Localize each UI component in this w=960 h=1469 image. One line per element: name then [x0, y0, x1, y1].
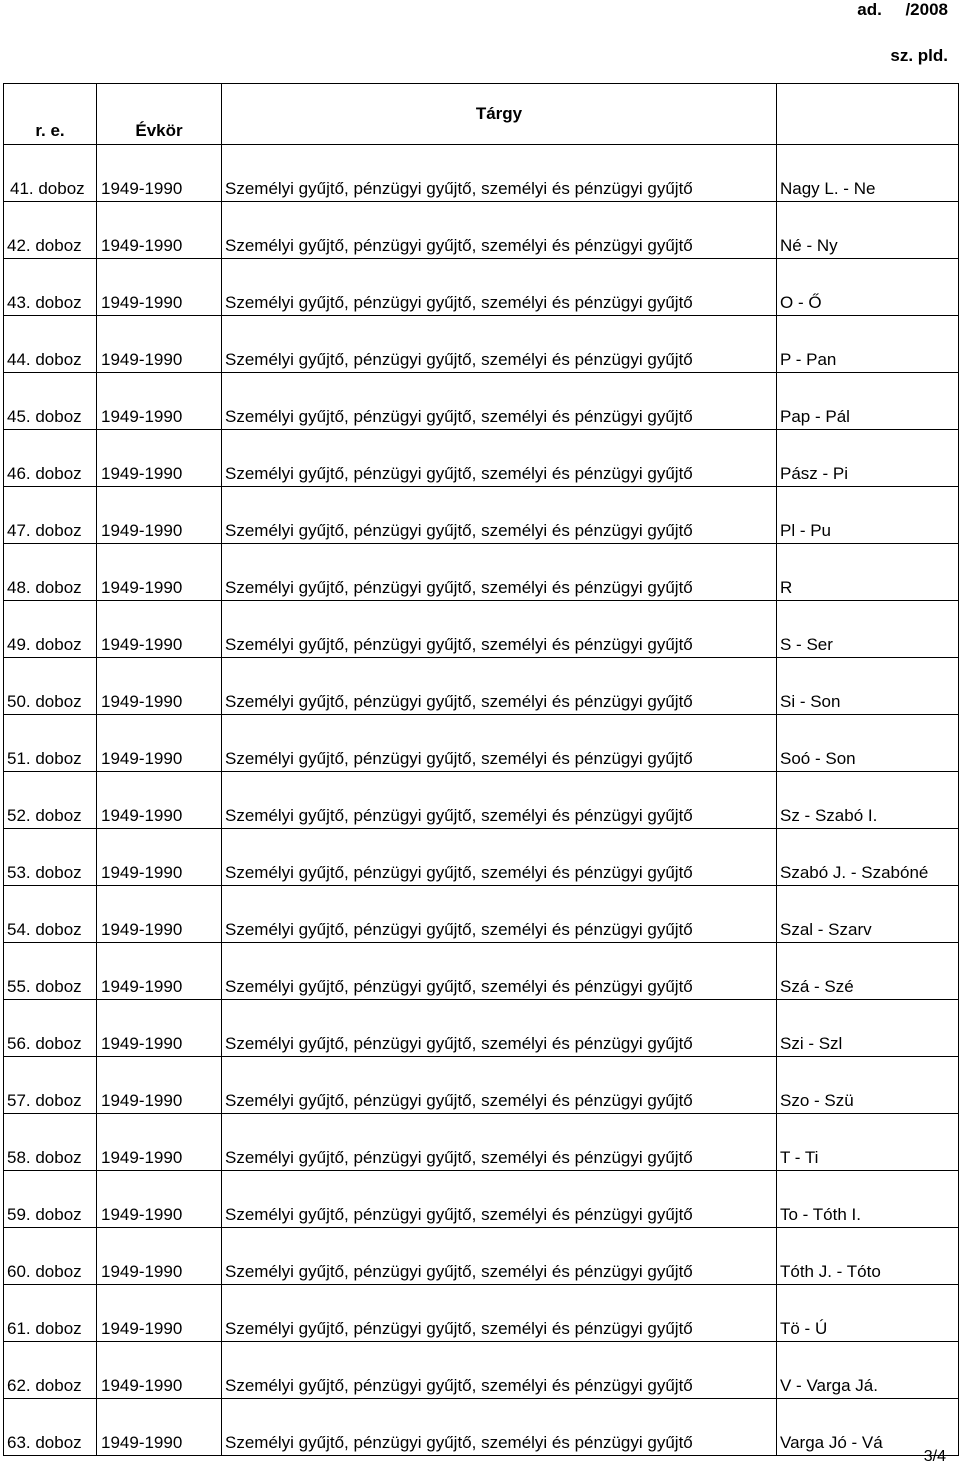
year-range-cell: 1949-1990 — [97, 943, 222, 1000]
table-row — [4, 373, 959, 430]
year-range-cell: 1949-1990 — [97, 1057, 222, 1114]
subject-cell: Személyi gyűjtő, pénzügyi gyűjtő, személyi és pénzügyi gyűjtő — [222, 544, 777, 601]
table-row — [4, 259, 959, 316]
subject-cell: Személyi gyűjtő, pénzügyi gyűjtő, személyi és pénzügyi gyűjtő — [222, 145, 777, 202]
year-range-cell: 1949-1990 — [97, 145, 222, 202]
box-number-cell: 61. doboz — [4, 1285, 97, 1342]
table-row — [4, 886, 959, 943]
column-header-extra — [777, 84, 959, 145]
subject-cell: Személyi gyűjtő, pénzügyi gyűjtő, személyi és pénzügyi gyűjtő — [222, 772, 777, 829]
subject-cell: Személyi gyűjtő, pénzügyi gyűjtő, személyi és pénzügyi gyűjtő — [222, 943, 777, 1000]
name-range-cell: R — [777, 544, 959, 601]
subject-cell: Személyi gyűjtő, pénzügyi gyűjtő, személyi és pénzügyi gyűjtő — [222, 373, 777, 430]
subject-cell: Személyi gyűjtő, pénzügyi gyűjtő, személyi és pénzügyi gyűjtő — [222, 1171, 777, 1228]
subject-cell: Személyi gyűjtő, pénzügyi gyűjtő, személyi és pénzügyi gyűjtő — [222, 829, 777, 886]
table-row — [4, 202, 959, 259]
subject-cell: Személyi gyűjtő, pénzügyi gyűjtő, személyi és pénzügyi gyűjtő — [222, 316, 777, 373]
box-number-cell: 51. doboz — [4, 715, 97, 772]
subject-cell: Személyi gyűjtő, pénzügyi gyűjtő, személyi és pénzügyi gyűjtő — [222, 1285, 777, 1342]
subject-cell: Személyi gyűjtő, pénzügyi gyűjtő, személyi és pénzügyi gyűjtő — [222, 1114, 777, 1171]
subject-cell: Személyi gyűjtő, pénzügyi gyűjtő, személyi és pénzügyi gyűjtő — [222, 487, 777, 544]
box-number-cell: 53. doboz — [4, 829, 97, 886]
box-number-cell: 45. doboz — [4, 373, 97, 430]
table-row — [4, 487, 959, 544]
year-range-cell: 1949-1990 — [97, 772, 222, 829]
column-header-evkor: Évkör — [97, 84, 222, 145]
box-number-cell: 57. doboz — [4, 1057, 97, 1114]
box-number-cell: 59. doboz — [4, 1171, 97, 1228]
subject-cell: Személyi gyűjtő, pénzügyi gyűjtő, személyi és pénzügyi gyűjtő — [222, 1228, 777, 1285]
subject-cell: Személyi gyűjtő, pénzügyi gyűjtő, személyi és pénzügyi gyűjtő — [222, 430, 777, 487]
table-row — [4, 1000, 959, 1057]
table-row — [4, 943, 959, 1000]
name-range-cell: T - Ti — [777, 1114, 959, 1171]
name-range-cell: Tö - Ú — [777, 1285, 959, 1342]
name-range-cell: Szabó J. - Szabóné — [777, 829, 959, 886]
year-range-cell: 1949-1990 — [97, 487, 222, 544]
name-range-cell: S - Ser — [777, 601, 959, 658]
table-row — [4, 1399, 959, 1456]
table-row — [4, 145, 959, 202]
name-range-cell: O - Ő — [777, 259, 959, 316]
name-range-cell: Tóth J. - Tóto — [777, 1228, 959, 1285]
table-body — [4, 145, 959, 1456]
year-range-cell: 1949-1990 — [97, 316, 222, 373]
table-row — [4, 601, 959, 658]
table-row — [4, 772, 959, 829]
name-range-cell: Szo - Szü — [777, 1057, 959, 1114]
name-range-cell: Si - Son — [777, 658, 959, 715]
box-number-cell: 60. doboz — [4, 1228, 97, 1285]
box-number-cell: 46. doboz — [4, 430, 97, 487]
name-range-cell: Szá - Szé — [777, 943, 959, 1000]
box-number-cell: 47. doboz — [4, 487, 97, 544]
box-number-cell: 63. doboz — [4, 1399, 97, 1456]
year-range-cell: 1949-1990 — [97, 430, 222, 487]
name-range-cell: Varga Jó - Vá — [777, 1399, 959, 1456]
subject-cell: Személyi gyűjtő, pénzügyi gyűjtő, személyi és pénzügyi gyűjtő — [222, 1342, 777, 1399]
box-number-cell: 58. doboz — [4, 1114, 97, 1171]
year-range-cell: 1949-1990 — [97, 1399, 222, 1456]
year-range-cell: 1949-1990 — [97, 715, 222, 772]
table-row — [4, 1285, 959, 1342]
name-range-cell: Soó - Son — [777, 715, 959, 772]
year-range-cell: 1949-1990 — [97, 1342, 222, 1399]
table-row — [4, 658, 959, 715]
box-number-cell: 55. doboz — [4, 943, 97, 1000]
subject-cell: Személyi gyűjtő, pénzügyi gyűjtő, személyi és pénzügyi gyűjtő — [222, 202, 777, 259]
table-row — [4, 715, 959, 772]
name-range-cell: Pász - Pi — [777, 430, 959, 487]
name-range-cell: Szal - Szarv — [777, 886, 959, 943]
box-number-cell: 42. doboz — [4, 202, 97, 259]
box-number-cell: 56. doboz — [4, 1000, 97, 1057]
table-row — [4, 1114, 959, 1171]
year-range-cell: 1949-1990 — [97, 1114, 222, 1171]
box-number-cell: 43. doboz — [4, 259, 97, 316]
year-range-cell: 1949-1990 — [97, 1000, 222, 1057]
table-row — [4, 1228, 959, 1285]
box-number-cell: 52. doboz — [4, 772, 97, 829]
table-row — [4, 1057, 959, 1114]
subject-cell: Személyi gyűjtő, pénzügyi gyűjtő, személyi és pénzügyi gyűjtő — [222, 1399, 777, 1456]
name-range-cell: Szi - Szl — [777, 1000, 959, 1057]
year-range-cell: 1949-1990 — [97, 1228, 222, 1285]
year-range-cell: 1949-1990 — [97, 1285, 222, 1342]
name-range-cell: P - Pan — [777, 316, 959, 373]
box-number-cell: 41. doboz — [4, 145, 97, 202]
table-row — [4, 829, 959, 886]
subject-cell: Személyi gyűjtő, pénzügyi gyűjtő, személyi és pénzügyi gyűjtő — [222, 658, 777, 715]
name-range-cell: V - Varga Já. — [777, 1342, 959, 1399]
year-range-cell: 1949-1990 — [97, 202, 222, 259]
table-row — [4, 316, 959, 373]
subject-cell: Személyi gyűjtő, pénzügyi gyűjtő, személyi és pénzügyi gyűjtő — [222, 886, 777, 943]
box-number-cell: 50. doboz — [4, 658, 97, 715]
year-range-cell: 1949-1990 — [97, 658, 222, 715]
year-range-cell: 1949-1990 — [97, 829, 222, 886]
box-number-cell: 44. doboz — [4, 316, 97, 373]
column-header-targy: Tárgy — [222, 84, 777, 145]
subject-cell: Személyi gyűjtő, pénzügyi gyűjtő, személyi és pénzügyi gyűjtő — [222, 601, 777, 658]
year-range-cell: 1949-1990 — [97, 544, 222, 601]
box-number-cell: 62. doboz — [4, 1342, 97, 1399]
ad-number-label: ad. /2008 — [857, 0, 948, 19]
table-row — [4, 544, 959, 601]
table-row — [4, 1171, 959, 1228]
page-number: 3/4 — [923, 1448, 946, 1465]
name-range-cell: Nagy L. - Ne — [777, 145, 959, 202]
year-range-cell: 1949-1990 — [97, 886, 222, 943]
box-number-cell: 54. doboz — [4, 886, 97, 943]
name-range-cell: To - Tóth I. — [777, 1171, 959, 1228]
box-number-cell: 48. doboz — [4, 544, 97, 601]
year-range-cell: 1949-1990 — [97, 1171, 222, 1228]
subject-cell: Személyi gyűjtő, pénzügyi gyűjtő, személyi és pénzügyi gyűjtő — [222, 1000, 777, 1057]
copy-number-label: sz. pld. — [890, 46, 948, 65]
box-number-cell: 49. doboz — [4, 601, 97, 658]
table-row — [4, 430, 959, 487]
year-range-cell: 1949-1990 — [97, 259, 222, 316]
year-range-cell: 1949-1990 — [97, 601, 222, 658]
register-table — [3, 83, 959, 1456]
table-header-row — [4, 84, 959, 145]
table-row — [4, 1342, 959, 1399]
name-range-cell: Pl - Pu — [777, 487, 959, 544]
subject-cell: Személyi gyűjtő, pénzügyi gyűjtő, személyi és pénzügyi gyűjtő — [222, 715, 777, 772]
subject-cell: Személyi gyűjtő, pénzügyi gyűjtő, személyi és pénzügyi gyűjtő — [222, 1057, 777, 1114]
name-range-cell: Sz - Szabó I. — [777, 772, 959, 829]
name-range-cell: Pap - Pál — [777, 373, 959, 430]
subject-cell: Személyi gyűjtő, pénzügyi gyűjtő, személyi és pénzügyi gyűjtő — [222, 259, 777, 316]
name-range-cell: Né - Ny — [777, 202, 959, 259]
year-range-cell: 1949-1990 — [97, 373, 222, 430]
column-header-re: r. e. — [4, 84, 97, 145]
